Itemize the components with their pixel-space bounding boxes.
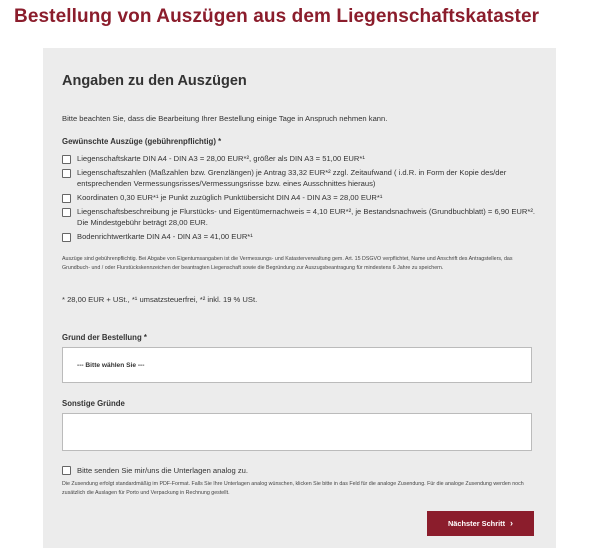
reason-label: Grund der Bestellung * (62, 333, 147, 342)
option-label: Koordinaten 0,30 EUR*¹ je Punkt zuzüglich Punktübersicht DIN A4 - DIN A3 = 28,00 EUR*¹ (77, 193, 383, 202)
checkbox-liegenschaftskarte[interactable] (62, 155, 71, 164)
section-title: Angaben zu den Auszügen (62, 73, 247, 89)
extract-options (62, 153, 542, 245)
chevron-right-icon: › (510, 518, 514, 528)
option-label: Bodenrichtwertkarte DIN A4 - DIN A3 = 41,00 EUR*¹ (77, 232, 253, 241)
checkbox-liegenschaftsbeschreibung[interactable] (62, 208, 71, 217)
price-footnote: * 28,00 EUR + USt., *¹ umsatzsteuerfrei, *² inkl. 19 % USt. (62, 295, 258, 304)
checkbox-liegenschaftszahlen[interactable] (62, 169, 71, 178)
extracts-group-label: Gewünschte Auszüge (gebührenpflichtig) * (62, 137, 222, 146)
checkbox-koordinaten[interactable] (62, 194, 71, 203)
next-step-button[interactable] (427, 511, 534, 536)
option-bodenrichtwertkarte[interactable] (62, 231, 542, 242)
processing-notice: Bitte beachten Sie, dass die Bearbeitung Ihrer Bestellung einige Tage in Anspruch nehmen kann. (62, 114, 388, 123)
order-form-panel (43, 48, 556, 548)
option-label: Liegenschaftskarte DIN A4 - DIN A3 = 28,00 EUR*², größer als DIN A3 = 51,00 EUR*¹ (77, 154, 365, 163)
reason-select-value: --- Bitte wählen Sie --- (77, 361, 145, 369)
option-liegenschaftskarte[interactable] (62, 153, 542, 164)
other-reasons-textarea[interactable] (62, 413, 532, 451)
analog-delivery-note: Die Zusendung erfolgt standardmäßig im PDF-Format. Falls Sie Ihre Unterlagen analog wünschen, klicken Sie bitte in das Feld für die analoge Zusendung. Für die analoge Zusendung werden noch zusätzlich die Auslagen für Porto und Verpackung in Rechnung gestellt. (62, 481, 524, 496)
checkbox-analog-delivery[interactable] (62, 466, 71, 475)
checkbox-bodenrichtwertkarte[interactable] (62, 233, 71, 242)
next-step-label: Nächster Schritt (447, 519, 506, 528)
page-title: Bestellung von Auszügen aus dem Liegenschaftskataster (14, 6, 540, 27)
option-label: Liegenschaftszahlen (Maßzahlen bzw. Grenzlängen) je Antrag 33,32 EUR*² zzgl. Zeitaufwand ( i.d.R. in Form der Kopie des/der entsprechenden Vermessungsrisses/Vermessungsrisse bzw. eines Ausschnittes hieraus) (77, 168, 507, 188)
reason-select[interactable] (62, 347, 532, 383)
other-reasons-label: Sonstige Gründe (62, 399, 125, 408)
option-liegenschaftszahlen[interactable] (62, 167, 542, 189)
analog-delivery-option[interactable] (62, 466, 248, 475)
option-koordinaten[interactable] (62, 192, 542, 203)
analog-delivery-label: Bitte senden Sie mir/uns die Unterlagen analog zu. (77, 466, 248, 475)
data-protection-note: Auszüge sind gebührenpflichtig. Bei Abgabe von Eigentumsangaben ist die Vermessungs- und Katasterverwaltung gem. Art. 15 DSGVO verpflichtet, Name und Anschrift des Antragstellers, das Grundbuch- und / oder Flurstückskennzeichen der beantragten Liegenschaft sowie die Begründung zur Auszugsbeantragung für mindestens 6 Jahre zu speichern. (62, 256, 513, 271)
option-label: Liegenschaftsbeschreibung je Flurstücks- und Eigentümernachweis = 4,10 EUR*², je Bestandsnachweis (Grundbuchblatt) = 6,90 EUR*². Die Mindestgebühr beträgt 28,00 EUR. (77, 207, 535, 227)
option-liegenschaftsbeschreibung[interactable] (62, 206, 542, 228)
